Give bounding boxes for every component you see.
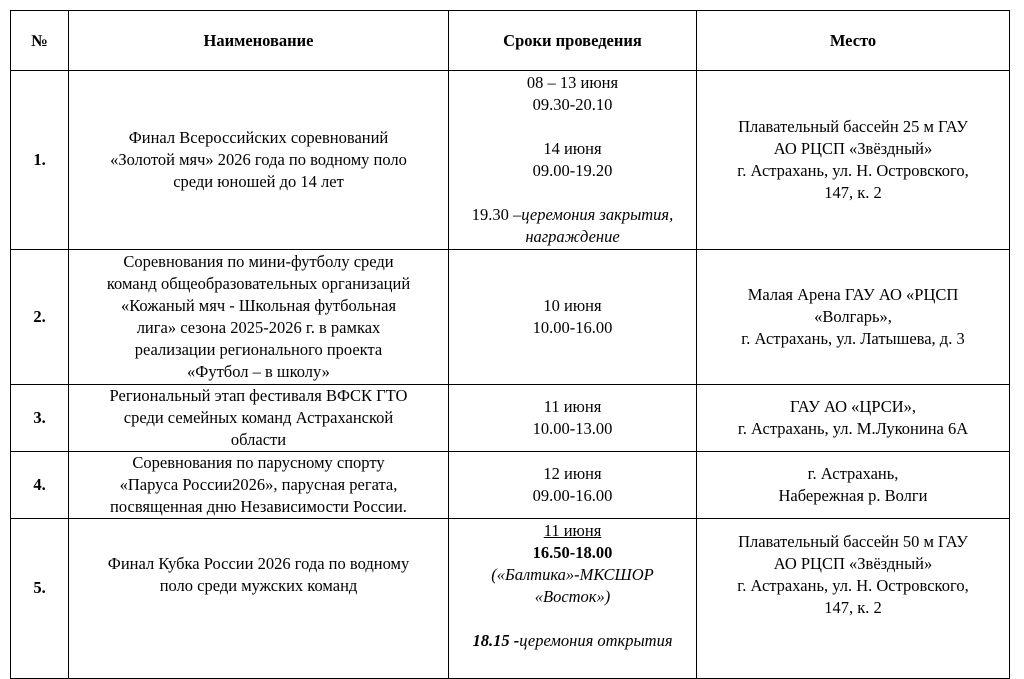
row-number-text: 5. [33,578,46,597]
spacer [453,608,692,630]
event-time: 09.00-19.20 [532,161,613,180]
event-place [697,385,1010,452]
event-name-line: «Паруса России2026», парусная регата, [119,475,398,494]
event-place-line: АО РЦСП «Звёздный» [773,139,933,158]
event-time: 10.00-13.00 [532,419,613,438]
event-dates [449,250,697,385]
event-name [69,452,449,519]
table-row [11,452,1010,519]
ceremony-text: награждение [525,227,620,246]
ceremony-text: церемония закрытия, [521,205,674,224]
event-time: 10.00-16.00 [532,318,613,337]
event-name-line: команд общеобразовательных организаций [106,274,411,293]
event-place-line: г. Астрахань, ул. Н. Островского, [737,576,969,595]
header-dates: Сроки проведения [449,11,697,71]
header-place: Место [697,11,1010,71]
table-row [11,519,1010,679]
event-name-line: лига» сезона 2025-2026 г. в рамках [136,318,381,337]
header-row [11,11,1010,71]
match-line: («Балтика»-МКСШОР [491,565,654,584]
event-place-line: г. Астрахань, ул. М.Луконина 6А [737,419,969,438]
event-date: 10 июня [543,296,602,315]
event-name-line: Финал Всероссийских соревнований [128,128,389,147]
table-row [11,250,1010,385]
event-dates [449,452,697,519]
event-name-line: Соревнования по парусному спорту [132,453,385,472]
event-time: 09.00-16.00 [532,486,613,505]
header-num: № [11,11,69,71]
event-place-line: Плавательный бассейн 25 м ГАУ [738,117,968,136]
event-name-line: среди юношей до 14 лет [173,172,344,191]
event-place-line: 147, к. 2 [824,183,882,202]
event-name-line: «Футбол – в школу» [187,362,330,381]
event-name-line: «Кожаный мяч - Школьная футбольная [120,296,397,315]
row-number [11,519,69,679]
event-place [697,452,1010,519]
ceremony-line [453,204,692,226]
table-row [11,71,1010,250]
event-place-line: г. Астрахань, [807,464,899,483]
ceremony-time: 19.30 – [471,205,522,224]
event-date: 11 июня [543,397,602,416]
event-place-line: АО РЦСП «Звёздный» [773,554,933,573]
event-time: 09.30-20.10 [532,95,613,114]
event-name-line: Региональный этап фестиваля ВФСК ГТО [109,386,408,405]
event-place-line: г. Астрахань, ул. Латышева, д. 3 [741,329,965,348]
header-name: Наименование [69,11,449,71]
event-name-line: «Золотой мяч» 2026 года по водному поло [110,150,407,169]
event-dates [449,71,697,250]
match-line: «Восток») [534,587,611,606]
event-date: 12 июня [543,464,602,483]
event-place-line: Набережная р. Волги [778,486,928,505]
event-place-line: 147, к. 2 [824,598,882,617]
table-row [11,385,1010,452]
event-dates [449,519,697,679]
event-name-line: посвященная дню Независимости России. [110,497,407,516]
event-place-line: Плавательный бассейн 50 м ГАУ [738,532,968,551]
events-table [10,10,1010,679]
event-name-line: среди семейных команд Астраханской [123,408,394,427]
row-number: 1. [11,71,69,250]
event-place [697,250,1010,385]
event-place [697,519,1010,679]
event-name [69,385,449,452]
event-dates [449,385,697,452]
event-name [69,250,449,385]
ceremony-time: 18.15 - [472,631,520,650]
event-name-line: поло среди мужских команд [159,576,358,595]
event-place [697,71,1010,250]
ceremony-line [453,630,692,652]
event-name [69,71,449,250]
event-date: 08 – 13 июня [526,73,619,92]
event-name-line: Финал Кубка России 2026 года по водному [107,554,410,573]
event-name-line: области [230,430,287,449]
event-date: 14 июня [543,139,602,158]
event-place-line: ГАУ АО «ЦРСИ», [790,397,916,416]
row-number: 4. [11,452,69,519]
ceremony-text: церемония открытия [519,631,673,650]
event-place-line: г. Астрахань, ул. Н. Островского, [737,161,969,180]
event-place-line: Малая Арена ГАУ АО «РЦСП [747,285,959,304]
event-name-line: Соревнования по мини-футболу среди [123,252,394,271]
row-number: 2. [11,250,69,385]
event-name-line: реализации регионального проекта [134,340,383,359]
event-date: 11 июня [543,521,602,540]
spacer [453,182,692,204]
row-number: 3. [11,385,69,452]
spacer [453,116,692,138]
event-name [69,519,449,679]
event-place-line: «Волгарь», [814,307,892,326]
event-time: 16.50-18.00 [532,543,613,562]
